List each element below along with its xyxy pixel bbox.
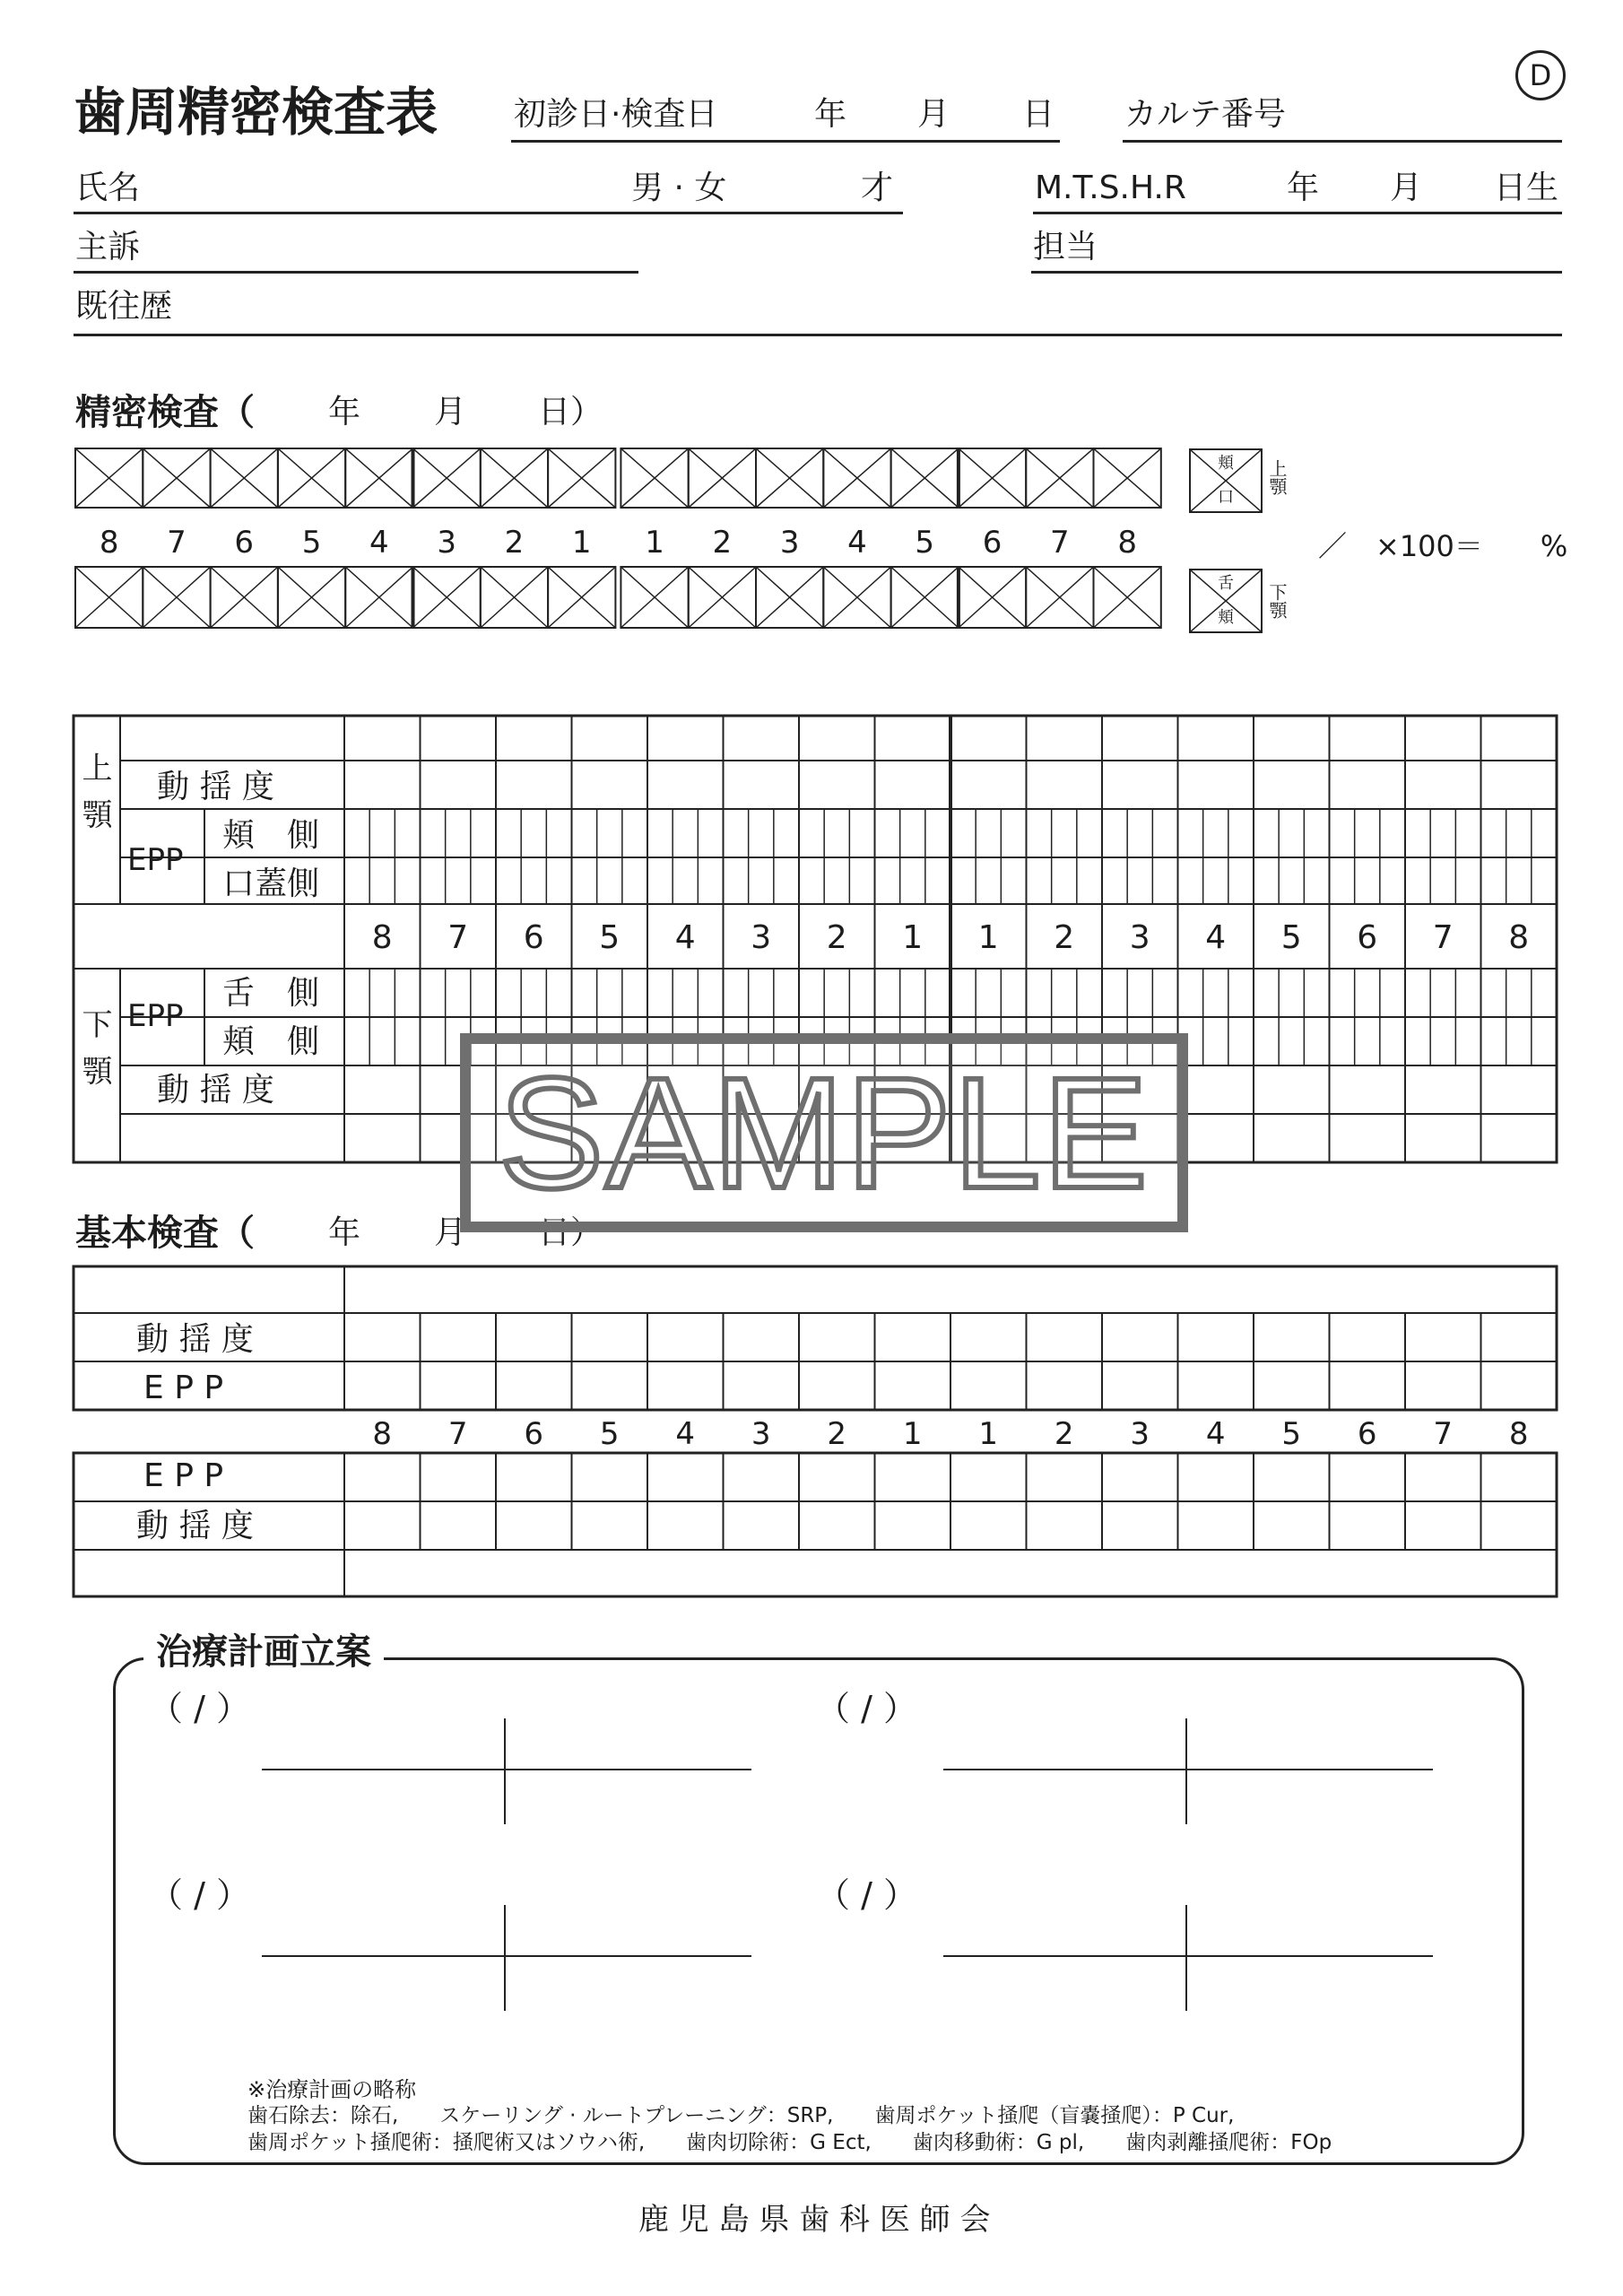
basic-tooth-number: 1 (978, 1416, 999, 1452)
basic-upper-epp-label: E P P (143, 1370, 224, 1406)
page-title: 歯周精密検査表 (74, 82, 438, 143)
lower-badge-top: 舌 (1218, 574, 1234, 593)
tooth-number: 3 (437, 525, 456, 561)
sample-watermark-text: SAMPLE (498, 1046, 1150, 1222)
upper-mobility-label: 動 揺 度 (157, 769, 274, 805)
basic-tooth-number: 8 (372, 1416, 393, 1452)
plan-date-slot[interactable]: （ / ） (816, 1689, 917, 1728)
basic-tooth-number: 2 (1054, 1416, 1074, 1452)
tooth-number: 5 (301, 525, 322, 561)
basic-exam-close: 日） (538, 1214, 603, 1251)
complaint-label: 主訴 (75, 229, 141, 265)
perio-tooth-number: 8 (1508, 919, 1530, 956)
visit-date-label: 初診日·検査日 (514, 96, 718, 133)
perio-tooth-number: 5 (1280, 919, 1302, 956)
upper-badge-bottom: 口 (1218, 488, 1234, 507)
chart-number-label: カルテ番号 (1124, 96, 1287, 133)
perio-tooth-number: 4 (674, 919, 696, 956)
basic-tooth-number: 1 (902, 1416, 923, 1452)
plan-date-slot[interactable]: （ / ） (816, 1875, 917, 1915)
basic-lower-border (74, 1453, 1557, 1596)
perio-tooth-number: 3 (1129, 919, 1150, 956)
basic-tooth-number: 6 (524, 1416, 544, 1452)
plan-entry-divider (1185, 1718, 1187, 1824)
upper-jaw-label: 上顎 (76, 752, 112, 845)
visit-day-label: 日 (1022, 96, 1055, 133)
birth-month-label: 月 (1390, 170, 1423, 206)
age-label: 才 (861, 170, 894, 206)
perio-tooth-number: 2 (826, 919, 847, 956)
plaque-ratio: ／ ×100＝ % (1318, 529, 1568, 563)
tooth-number: 7 (1050, 525, 1070, 561)
sex-label: 男 · 女 (631, 170, 727, 206)
upper-palatal-label: 口蓋側 (222, 865, 320, 902)
footer-organization: 鹿 児 島 県 歯 科 医 師 会 (638, 2202, 991, 2238)
sample-watermark (460, 1033, 1188, 1232)
perio-tooth-number: 6 (1357, 919, 1378, 956)
perio-tooth-number: 8 (371, 919, 393, 956)
tooth-number: 5 (915, 525, 935, 561)
upper-jaw-small-label: 上顎 (1266, 459, 1288, 495)
plan-entry-line[interactable] (262, 1955, 751, 1957)
perio-tooth-number: 6 (523, 919, 544, 956)
tooth-number: 6 (982, 525, 1002, 561)
visit-month-label: 月 (917, 96, 950, 133)
basic-tooth-number: 2 (827, 1416, 847, 1452)
basic-tooth-number: 7 (447, 1416, 468, 1452)
lower-lingual-label: 舌 側 (222, 975, 320, 1012)
basic-tooth-number: 5 (599, 1416, 620, 1452)
basic-tooth-number: 6 (1357, 1416, 1377, 1452)
plan-entry-divider (1185, 1905, 1187, 2011)
basic-lower-mobility-label: 動 揺 度 (136, 1508, 254, 1544)
plan-entry-line[interactable] (943, 1955, 1433, 1957)
plan-notes-line2: 歯周ポケット掻爬術：掻爬術又はソウハ術, 歯肉切除術：G Ect, 歯肉移動術：G pl, 歯肉剥離掻爬術：FOp (247, 2131, 1332, 2154)
basic-tooth-number: 4 (675, 1416, 696, 1452)
plan-entry-divider (504, 1905, 506, 2011)
plan-entry-divider (504, 1718, 506, 1824)
detail-exam-year: 年 (328, 394, 361, 430)
plan-notes-line1: 歯石除去：除石, スケーリング · ルートプレーニング：SRP, 歯周ポケット掻爬（盲嚢掻爬）：P Cur, (247, 2104, 1235, 2127)
perio-tooth-number: 5 (599, 919, 621, 956)
perio-tooth-number: 7 (447, 919, 469, 956)
upper-buccal-label: 頬 側 (222, 817, 320, 854)
basic-tooth-number: 5 (1281, 1416, 1302, 1452)
perio-tooth-number: 1 (977, 919, 999, 956)
detail-exam-month: 月 (434, 394, 467, 430)
lower-badge-bottom: 頬 (1218, 608, 1234, 627)
lower-jaw-label: 下顎 (76, 1008, 112, 1101)
tooth-number: 2 (712, 525, 733, 561)
basic-tooth-number: 3 (751, 1416, 771, 1452)
staff-label: 担当 (1033, 229, 1098, 265)
birth-year-label: 年 (1287, 170, 1320, 206)
basic-upper-mobility-label: 動 揺 度 (136, 1321, 254, 1358)
perio-tooth-number: 4 (1205, 919, 1227, 956)
lower-epp-label: EPP (127, 998, 184, 1034)
tooth-number: 8 (1117, 525, 1137, 561)
detail-exam-close: 日） (538, 394, 603, 430)
treatment-plan-title: 治療計画立案 (143, 1634, 384, 1670)
visit-year-label: 年 (814, 96, 847, 133)
tooth-number: 1 (645, 525, 664, 561)
basic-exam-month: 月 (434, 1214, 467, 1251)
tooth-number: 3 (779, 525, 800, 561)
corner-mark-letter: D (1529, 58, 1552, 92)
name-label: 氏名 (75, 170, 141, 206)
perio-tooth-number: 2 (1054, 919, 1075, 956)
tooth-number: 4 (369, 525, 389, 561)
basic-lower-epp-label: E P P (143, 1457, 224, 1494)
basic-upper-border (74, 1266, 1557, 1410)
plan-notes-title: ※治療計画の略称 (247, 2077, 417, 2102)
basic-tooth-number: 8 (1508, 1416, 1529, 1452)
basic-tooth-number: 7 (1433, 1416, 1454, 1452)
perio-tooth-number: 3 (751, 919, 772, 956)
upper-badge-top: 頬 (1218, 454, 1234, 473)
basic-tooth-number: 3 (1130, 1416, 1150, 1452)
plan-entry-line[interactable] (943, 1769, 1433, 1770)
detail-exam-title: 精密検査（ (75, 392, 255, 433)
tooth-number: 8 (99, 525, 119, 561)
tooth-number: 7 (167, 525, 187, 561)
birth-day-label: 日生 (1494, 170, 1559, 206)
tooth-number: 2 (504, 525, 525, 561)
plan-entry-line[interactable] (262, 1769, 751, 1770)
upper-epp-label: EPP (127, 842, 184, 878)
tooth-number: 1 (571, 525, 592, 561)
basic-exam-year: 年 (328, 1214, 361, 1251)
lower-buccal-label: 頬 側 (222, 1023, 320, 1060)
lower-jaw-small-label: 下顎 (1266, 583, 1288, 619)
perio-tooth-number: 7 (1432, 919, 1454, 956)
perio-tooth-number: 1 (902, 919, 924, 956)
basic-tooth-number: 4 (1205, 1416, 1226, 1452)
basic-exam-title: 基本検査（ (75, 1213, 255, 1254)
tooth-number: 4 (847, 525, 867, 561)
tooth-number: 6 (234, 525, 255, 561)
plan-date-slot[interactable]: （ / ） (149, 1689, 250, 1728)
plan-date-slot[interactable]: （ / ） (149, 1875, 250, 1915)
era-label: M.T.S.H.R (1035, 170, 1186, 206)
history-label: 既往歴 (75, 288, 173, 325)
lower-mobility-label: 動 揺 度 (157, 1072, 274, 1109)
